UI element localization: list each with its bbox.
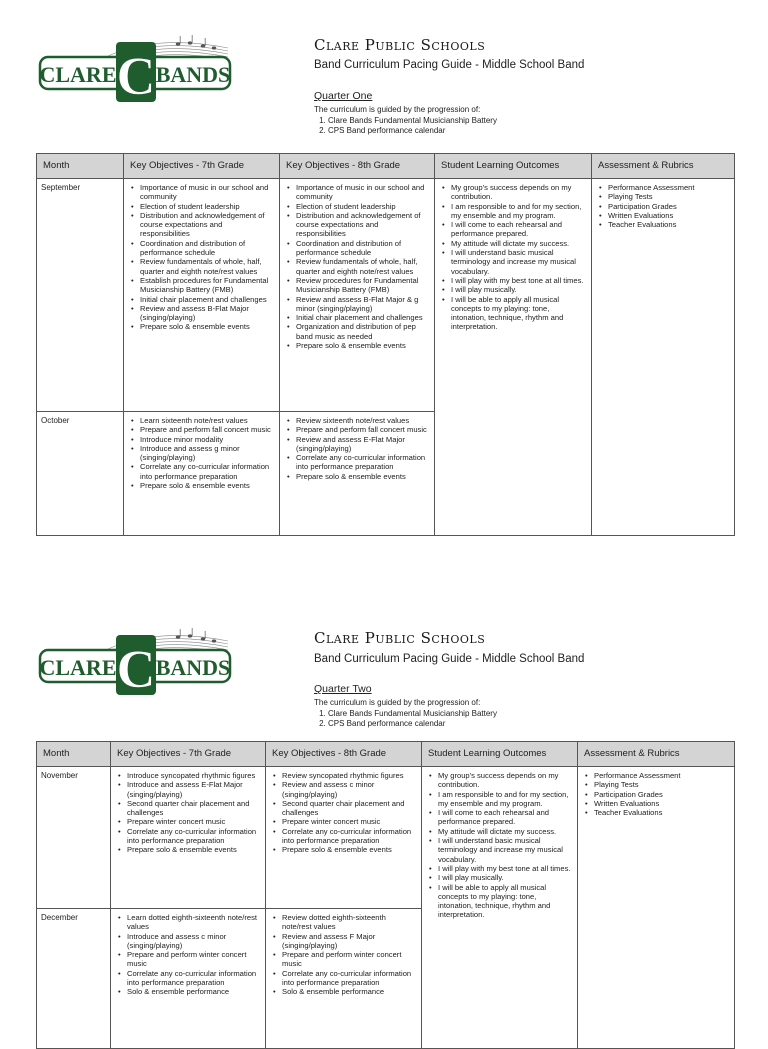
list-item: • Coordination and distribution of performance schedule: [139, 239, 274, 258]
list-item: • Review and assess B-Flat Major & g minor (singing/playing): [295, 295, 429, 314]
list-item: • Review dotted eighth-sixteenth note/rest values: [281, 913, 416, 932]
list-item: • Prepare and perform fall concert music: [139, 425, 274, 434]
list-item: • Correlate any co-curricular information into performance preparation: [281, 827, 416, 846]
intro-text: The curriculum is guided by the progression of:: [314, 105, 481, 114]
pacing-table: [36, 741, 735, 1049]
list-item: • I will play musically.: [450, 285, 586, 294]
list-item: • Establish procedures for Fundamental Musicianship Battery (FMB): [139, 276, 274, 295]
list-item: • Learn sixteenth note/rest values: [139, 416, 274, 425]
guide-subtitle: Band Curriculum Pacing Guide - Middle School Band: [314, 59, 585, 71]
list-item: • I will play with my best tone at all times.: [450, 276, 586, 285]
table-row: [37, 179, 735, 412]
header-7th-grade: Key Objectives - 7th Grade: [124, 154, 280, 179]
list-item: • Participation Grades: [593, 790, 729, 799]
list-item: • Prepare winter concert music: [281, 817, 416, 826]
outcomes-cell: [435, 179, 592, 536]
objectives-7th-cell: [124, 412, 280, 536]
objectives-8th-cell: [266, 909, 422, 1049]
bullet-list: [285, 183, 429, 350]
list-item: • Review and assess c minor (singing/playing): [281, 780, 416, 799]
list-item: • I will play with my best tone at all times.: [437, 864, 572, 873]
list-item: • Performance Assessment: [593, 771, 729, 780]
header-8th-grade: Key Objectives - 8th Grade: [266, 742, 422, 767]
list-item: • My group's success depends on my contribution.: [450, 183, 586, 202]
list-item: • Teacher Evaluations: [607, 220, 729, 229]
logo-right-text: BANDS: [155, 655, 231, 680]
bullet-list: [129, 183, 274, 332]
list-item: • Playing Tests: [607, 192, 729, 201]
list-item: • Written Evaluations: [607, 211, 729, 220]
bullet-list: [116, 913, 260, 997]
school-name: Clare Public Schools: [314, 629, 486, 647]
list-item: • Coordination and distribution of performance schedule: [295, 239, 429, 258]
list-item: • Prepare winter concert music: [126, 817, 260, 826]
list-item: • Solo & ensemble performance: [126, 987, 260, 996]
header-month: Month: [37, 742, 111, 767]
list-item: • Second quarter chair placement and challenges: [281, 799, 416, 818]
header-7th-grade: Key Objectives - 7th Grade: [111, 742, 266, 767]
header-month: Month: [37, 154, 124, 179]
logo-right-text: BANDS: [155, 62, 231, 87]
progression-list: [314, 709, 497, 730]
list-item: • Teacher Evaluations: [593, 808, 729, 817]
list-item: • Prepare solo & ensemble events: [295, 341, 429, 350]
list-item: • Introduce and assess g minor (singing/playing): [139, 444, 274, 463]
list-item: • Performance Assessment: [607, 183, 729, 192]
header-assessment: Assessment & Rubrics: [592, 154, 735, 179]
list-item: • I will be able to apply all musical concepts to my playing: tone, intonation, technique, rhythm and interpretation.: [450, 295, 586, 332]
logo-letter: C: [116, 639, 156, 697]
header-outcomes: Student Learning Outcomes: [435, 154, 592, 179]
list-item: • I am responsible to and for my section, my ensemble and my program.: [450, 202, 586, 221]
list-item: • Correlate any co-curricular information into performance preparation: [126, 969, 260, 988]
list-item: • Solo & ensemble performance: [281, 987, 416, 996]
objectives-8th-cell: [266, 767, 422, 909]
list-item: • Review procedures for Fundamental Musicianship Battery (FMB): [295, 276, 429, 295]
list-item: • Correlate any co-curricular information into performance preparation: [295, 453, 429, 472]
bullet-list: [271, 771, 416, 855]
table-header-row: [37, 742, 735, 767]
list-item: • Review and assess F Major (singing/playing): [281, 932, 416, 951]
logo-letter: C: [116, 46, 156, 104]
list-item: • Correlate any co-curricular information into performance preparation: [126, 827, 260, 846]
clare-bands-logo: [38, 34, 234, 104]
list-item: • Election of student leadership: [295, 202, 429, 211]
list-item: • Prepare solo & ensemble events: [126, 845, 260, 854]
progression-item: 2. CPS Band performance calendar: [328, 126, 497, 137]
intro-text: The curriculum is guided by the progression of:: [314, 698, 481, 707]
list-item: • Prepare and perform winter concert music: [126, 950, 260, 969]
logo-left-text: CLARE: [39, 62, 117, 87]
list-item: • I will understand basic musical terminology and increase my musical vocabulary.: [437, 836, 572, 864]
outcomes-cell: [422, 767, 578, 1049]
list-item: • Prepare and perform winter concert music: [281, 950, 416, 969]
list-item: • I will come to each rehearsal and performance prepared.: [450, 220, 586, 239]
progression-item: 1. Clare Bands Fundamental Musicianship Battery: [328, 709, 497, 720]
list-item: • Importance of music in our school and community: [295, 183, 429, 202]
bullet-list: [440, 183, 586, 332]
pacing-table: [36, 153, 735, 536]
list-item: • Distribution and acknowledgement of course expectations and responsibilities: [295, 211, 429, 239]
list-item: • Learn dotted eighth-sixteenth note/rest values: [126, 913, 260, 932]
objectives-8th-cell: [280, 412, 435, 536]
objectives-7th-cell: [111, 909, 266, 1049]
list-item: • I am responsible to and for my section, my ensemble and my program.: [437, 790, 572, 809]
list-item: • Distribution and acknowledgement of course expectations and responsibilities: [139, 211, 274, 239]
objectives-7th-cell: [111, 767, 266, 909]
list-item: • Introduce syncopated rhythmic figures: [126, 771, 260, 780]
month-cell: October: [37, 412, 124, 536]
month-cell: November: [37, 767, 111, 909]
list-item: • Organization and distribution of pep band music as needed: [295, 322, 429, 341]
list-item: • Participation Grades: [607, 202, 729, 211]
bullet-list: [116, 771, 260, 855]
progression-item: 1. Clare Bands Fundamental Musicianship Battery: [328, 116, 497, 127]
list-item: • Prepare and perform fall concert music: [295, 425, 429, 434]
month-cell: December: [37, 909, 111, 1049]
progression-intro: [314, 105, 497, 137]
guide-subtitle: Band Curriculum Pacing Guide - Middle School Band: [314, 653, 585, 665]
list-item: • My attitude will dictate my success.: [450, 239, 586, 248]
list-item: • I will understand basic musical terminology and increase my musical vocabulary.: [450, 248, 586, 276]
clare-bands-logo: [38, 627, 234, 697]
list-item: • Written Evaluations: [593, 799, 729, 808]
list-item: • Review fundamentals of whole, half, quarter and eighth note/rest values: [295, 257, 429, 276]
list-item: • Prepare solo & ensemble events: [295, 472, 429, 481]
quarter-heading: Quarter Two: [314, 683, 372, 695]
table-header-row: [37, 154, 735, 179]
bullet-list: [597, 183, 729, 229]
list-item: • Importance of music in our school and community: [139, 183, 274, 202]
list-item: • My attitude will dictate my success.: [437, 827, 572, 836]
list-item: • Initial chair placement and challenges: [139, 295, 274, 304]
list-item: • Review and assess B-Flat Major (singing/playing): [139, 304, 274, 323]
list-item: • My group's success depends on my contribution.: [437, 771, 572, 790]
objectives-7th-cell: [124, 179, 280, 412]
month-cell: September: [37, 179, 124, 412]
table-row: [37, 767, 735, 909]
list-item: • Election of student leadership: [139, 202, 274, 211]
list-item: • Correlate any co-curricular information into performance preparation: [139, 462, 274, 481]
header-assessment: Assessment & Rubrics: [578, 742, 735, 767]
list-item: • Review sixteenth note/rest values: [295, 416, 429, 425]
progression-intro: [314, 698, 497, 730]
logo-left-text: CLARE: [39, 655, 117, 680]
list-item: • Review fundamentals of whole, half, quarter and eighth note/rest values: [139, 257, 274, 276]
list-item: • I will come to each rehearsal and performance prepared.: [437, 808, 572, 827]
bullet-list: [285, 416, 429, 481]
bullet-list: [129, 416, 274, 490]
list-item: • Review and assess E-Flat Major (singing/playing): [295, 435, 429, 454]
assessment-cell: [592, 179, 735, 536]
list-item: • Review syncopated rhythmic figures: [281, 771, 416, 780]
progression-list: [314, 116, 497, 137]
assessment-cell: [578, 767, 735, 1049]
bullet-list: [427, 771, 572, 920]
list-item: • Playing Tests: [593, 780, 729, 789]
quarter-heading: Quarter One: [314, 90, 373, 102]
list-item: • I will be able to apply all musical concepts to my playing: tone, intonation, technique, rhythm and interpretation.: [437, 883, 572, 920]
bullet-list: [271, 913, 416, 997]
list-item: • Initial chair placement and challenges: [295, 313, 429, 322]
list-item: • Second quarter chair placement and challenges: [126, 799, 260, 818]
list-item: • Prepare solo & ensemble events: [139, 481, 274, 490]
header-8th-grade: Key Objectives - 8th Grade: [280, 154, 435, 179]
bullet-list: [583, 771, 729, 817]
list-item: • Introduce minor modality: [139, 435, 274, 444]
list-item: • Correlate any co-curricular information into performance preparation: [281, 969, 416, 988]
list-item: • I will play musically.: [437, 873, 572, 882]
list-item: • Prepare solo & ensemble events: [281, 845, 416, 854]
header-outcomes: Student Learning Outcomes: [422, 742, 578, 767]
list-item: • Introduce and assess E-Flat Major (singing/playing): [126, 780, 260, 799]
school-name: Clare Public Schools: [314, 36, 486, 54]
list-item: • Prepare solo & ensemble events: [139, 322, 274, 331]
progression-item: 2. CPS Band performance calendar: [328, 719, 497, 730]
objectives-8th-cell: [280, 179, 435, 412]
list-item: • Introduce and assess c minor (singing/playing): [126, 932, 260, 951]
